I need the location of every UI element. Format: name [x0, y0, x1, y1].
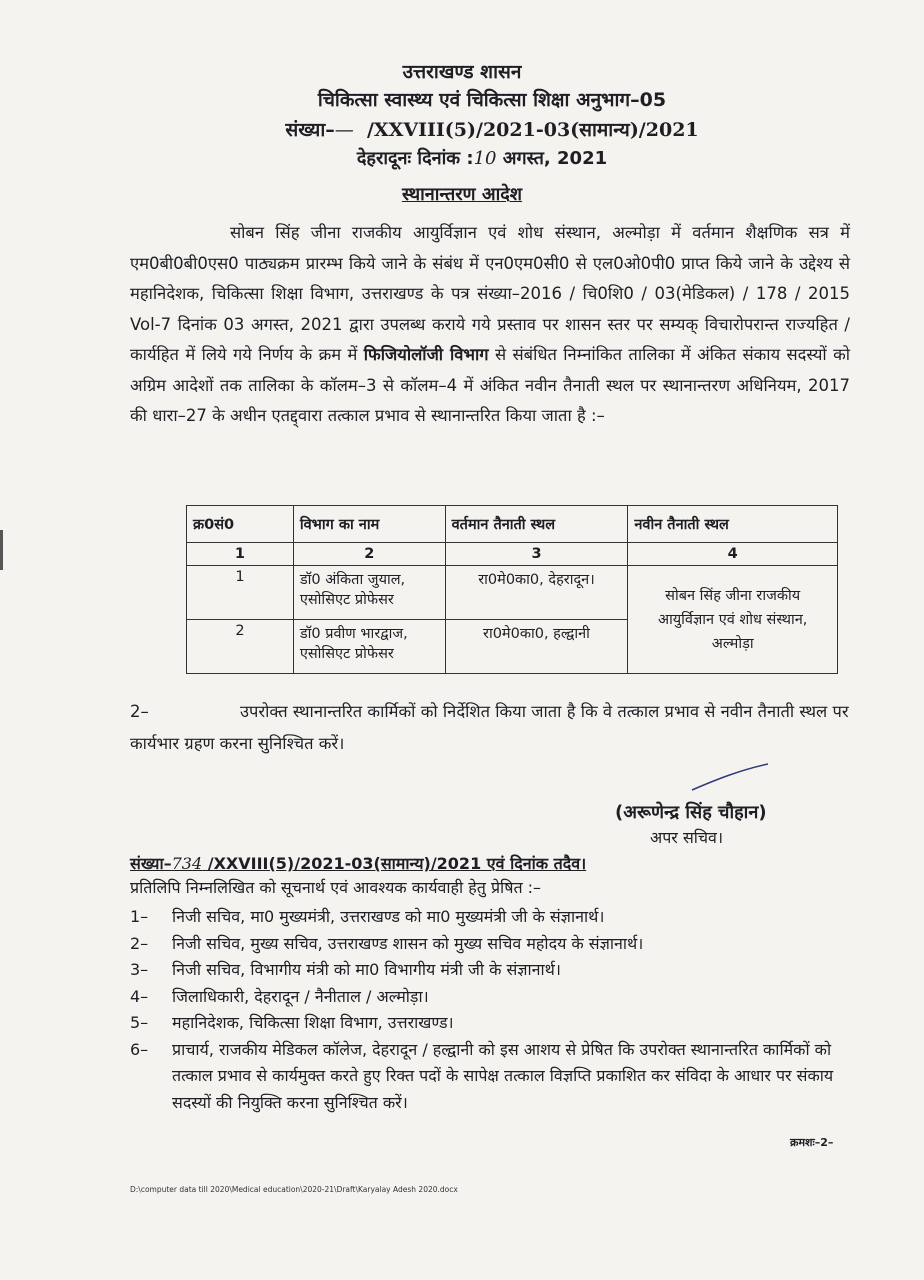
continued-marker: क्रमशः–2– [790, 1136, 834, 1149]
list-item [130, 1010, 852, 1037]
order-number-ref: /XXVIII(5)/2021-03(सामान्य)/2021 [366, 119, 699, 141]
copy-ref-prefix: संख्या– [130, 854, 172, 873]
list-item-number: 1– [130, 907, 149, 926]
row-current-posting: रा0मे0का0, देहरादून। [445, 566, 628, 620]
row-serial: 1 [187, 566, 294, 620]
row-employee [293, 620, 445, 674]
list-item-text: महानिदेशक, चिकित्सा शिक्षा विभाग, उत्तराखण्ड। [172, 1013, 454, 1032]
scan-edge-mark [0, 530, 3, 570]
section-heading: चिकित्सा स्वास्थ्य एवं चिकित्सा शिक्षा अनुभाग–05 [317, 89, 667, 111]
employee-name: डॉ0 अंकिता जुयाल, [299, 572, 406, 588]
paragraph-1-department: फिजियोलॉजी विभाग [363, 345, 489, 364]
order-number [30, 116, 924, 142]
list-item [130, 931, 852, 958]
column-number: 3 [445, 543, 628, 566]
transfer-table [186, 505, 838, 674]
row-current-posting: रा0मे0का0, हल्द्वानी [445, 620, 628, 674]
employee-designation: एसोसिएट प्रोफेसर [299, 592, 394, 608]
column-number: 2 [293, 543, 445, 566]
table-row [187, 566, 838, 620]
list-item-number: 4– [130, 986, 149, 1006]
list-item [130, 1037, 852, 1117]
list-item [130, 904, 852, 931]
employee-designation: एसोसिएट प्रोफेसर [299, 646, 394, 662]
column-number: 4 [628, 543, 838, 566]
table-header: वर्तमान तैनाती स्थल [445, 506, 628, 543]
order-date [20, 146, 924, 170]
new-posting-line: आयुर्विज्ञान एवं शोध संस्थान, [657, 611, 808, 628]
list-item-text: निजी सचिव, मुख्य सचिव, उत्तराखण्ड शासन को मुख्य सचिव महोदय के संज्ञानार्थ। [172, 933, 644, 953]
order-date-handwritten: 10 [473, 148, 497, 169]
copy-intro: प्रतिलिपि निम्नलिखित को सूचनार्थ एवं आवश्यक कार्यवाही हेतु प्रेषित :– [130, 878, 542, 897]
list-item [130, 957, 852, 984]
table-header: क्र0सं0 [187, 506, 294, 543]
copy-ref-handwritten: 734 [171, 854, 203, 873]
list-item-number: 6– [130, 1039, 149, 1059]
government-heading: उत्तराखण्ड शासन [402, 61, 522, 83]
order-number-prefix: संख्या– [285, 119, 335, 141]
row-serial: 2 [187, 620, 294, 674]
file-path-footer: D:\computer data till 2020\Medical education\2020-21\Draft\Karyalay Adesh 2020.docx [130, 1185, 458, 1194]
list-item-number: 2– [130, 933, 149, 953]
list-item-text: निजी सचिव, मा0 मुख्यमंत्री, उत्तराखण्ड को मा0 मुख्यमंत्री जी के संज्ञानार्थ। [172, 907, 605, 926]
order-number-handwritten: — [334, 119, 354, 141]
row-employee [293, 566, 445, 620]
signatory-name: (अरूणेन्द्र सिंह चौहान) [615, 802, 767, 823]
column-number: 1 [187, 543, 294, 566]
table-header: नवीन तैनाती स्थल [628, 506, 838, 543]
order-paragraph-2 [130, 696, 850, 760]
table-header-row [187, 506, 838, 543]
order-paragraph-1 [130, 218, 850, 432]
new-posting-cell [628, 566, 838, 674]
list-item-text: प्राचार्य, राजकीय मेडिकल कॉलेज, देहरादून / हल्द्वानी को इस आशय से प्रेषित कि उपरोक्त स्थानान्तरित कार्मिकों को तत्काल प्रभाव से कार्यमुक्त करते हुए रिक्त पदों के सापेक्ष तत्काल विज्ञप्ति प्रकाशित कर संविदा के आधार पर संकाय सदस्यों की नियुक्ति करना सुनिश्चित करें। [172, 1039, 834, 1112]
list-item [130, 984, 852, 1011]
order-date-suffix: अगस्त, 2021 [496, 148, 608, 169]
employee-name: डॉ0 प्रवीण भारद्वाज, [299, 626, 408, 642]
paragraph-2-text: उपरोक्त स्थानान्तरित कार्मिकों को निर्देशित किया जाता है कि वे तत्काल प्रभाव से नवीन तैनाती स्थल पर कार्यभार ग्रहण करना सुनिश्चित करें। [130, 702, 849, 753]
copy-ref-rest: /XXVIII(5)/2021-03(सामान्य)/2021 एवं दिनांक तदैव। [202, 854, 587, 873]
signature-stroke [690, 762, 770, 792]
new-posting-line: सोबन सिंह जीना राजकीय [665, 587, 801, 604]
signatory-designation: अपर सचिव। [650, 828, 724, 847]
list-item-text: जिलाधिकारी, देहरादून / नैनीताल / अल्मोड़ा। [172, 986, 429, 1006]
column-number-row [187, 543, 838, 566]
copy-list [130, 904, 852, 1116]
copy-reference [130, 852, 586, 874]
paragraph-1-end: से संबंधित निम्नांकित तालिका में अंकित संकाय सदस्यों को अग्रिम आदेशों तक तालिका के कॉलम–3 से कॉलम–4 में अंकित नवीन तैनाती स्थल पर स्थानान्तरण अधिनियम, 2017 की धारा–27 के अधीन एतद्द्वारा तत्काल प्रभाव से स्थानान्तरित किया जाता है :– [130, 345, 851, 425]
list-item-number: 3– [130, 960, 149, 979]
list-item-text: निजी सचिव, विभागीय मंत्री को मा0 विभागीय मंत्री जी के संज्ञानार्थ। [172, 960, 561, 979]
new-posting-line: अल्मोड़ा [711, 635, 754, 652]
table-header: विभाग का नाम [293, 506, 445, 543]
list-item-number: 5– [130, 1013, 149, 1032]
paragraph-2-number: 2– [130, 702, 149, 721]
paragraph-1-text: सोबन सिंह जीना राजकीय आयुर्विज्ञान एवं शोध संस्थान, अल्मोड़ा में वर्तमान शैक्षणिक सत्र में एम0बी0बी0एस0 पाठ्यक्रम प्रारम्भ किये जाने के संबंध में एन0एम0सी0 से एल0ओ0पी0 प्राप्त किये जाने के उद्देश्य से महानिदेशक, चिकित्सा शिक्षा विभाग, उत्तराखण्ड के पत्र संख्या–2016 / चि0शि0 / 03(मेडिकल) / 178 / 2015 Vol-7 दिनांक 03 अगस्त, 2021 द्वारा उपलब्ध कराये गये प्रस्ताव पर शासन स्तर पर सम्यक् विचारोपरान्त राज्यहित / कार्यहित में लिये गये निर्णय के क्रम में [130, 223, 850, 364]
order-date-prefix: देहरादूनः दिनांक : [356, 148, 474, 169]
subject-title: स्थानान्तरण आदेश [401, 184, 523, 205]
